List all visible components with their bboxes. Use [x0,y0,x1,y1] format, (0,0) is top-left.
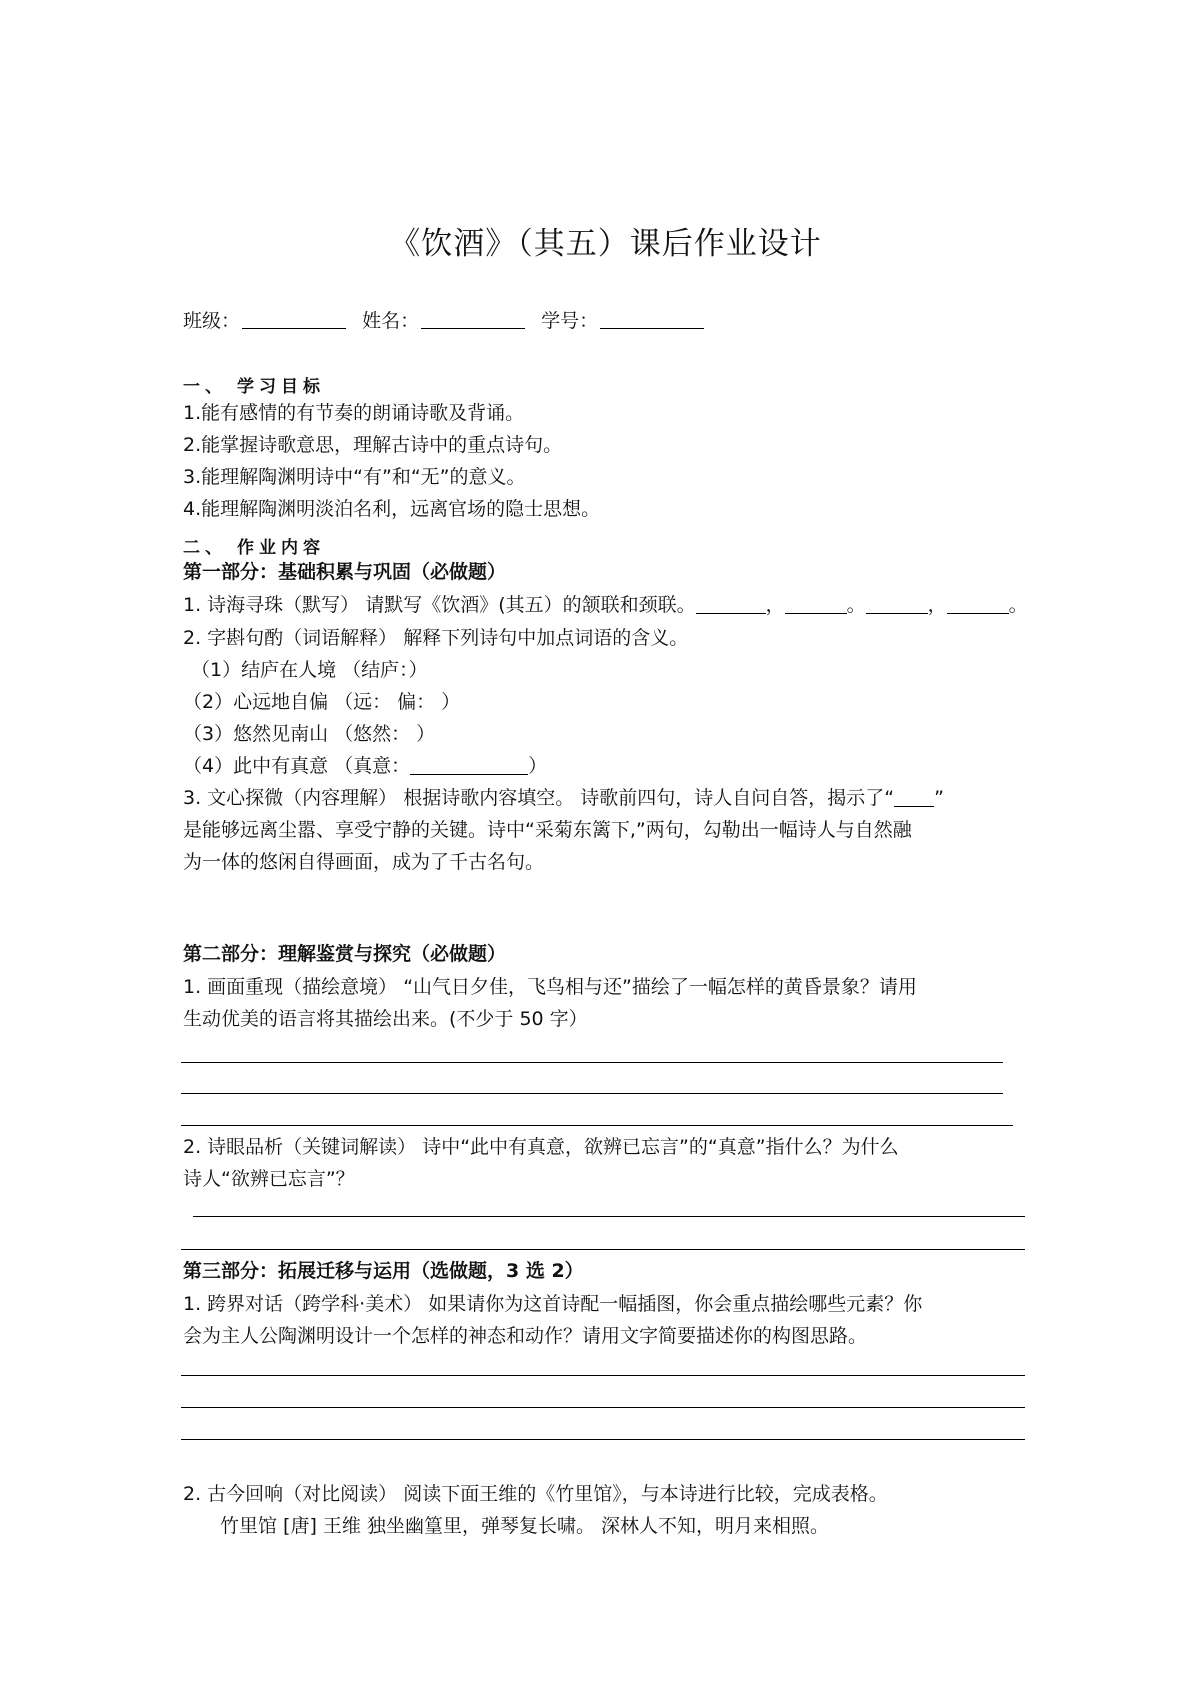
answer-line[interactable] [181,1407,1025,1408]
objective-item: 3.能理解陶渊明诗中“有”和“无”的意义。 [183,466,526,488]
section-1-title: 学习目标 [237,377,325,397]
part-1-question-2: 2. 字斟句酌（词语解释） 解释下列诗句中加点词语的含义。 [183,627,689,649]
class-blank[interactable] [242,310,346,329]
part-3-question-1-line-1: 1. 跨界对话（跨学科·美术） 如果请你为这首诗配一幅插图，你会重点描绘哪些元素？你 [183,1293,923,1315]
vocab-item: （1）结庐在人境 （结庐：） [191,659,428,681]
objective-item: 2.能掌握诗歌意思，理解古诗中的重点诗句。 [183,434,563,456]
answer-blank[interactable] [696,593,766,614]
part-3-heading: 第三部分：拓展迁移与运用（选做题，3 选 2） [183,1260,584,1282]
part-3-question-1-line-2: 会为主人公陶渊明设计一个怎样的神态和动作？请用文字简要描述你的构图思路。 [183,1325,868,1347]
vocab-item: （3）悠然见南山 （悠然： ） [183,723,436,745]
answer-blank[interactable] [410,754,528,775]
answer-line[interactable] [181,1249,1025,1250]
vocab-item: （2）心远地自偏 （远： 偏： ） [183,691,461,713]
vocab-item-4 [183,750,547,782]
part-1-heading: 第一部分：基础积累与巩固（必做题） [183,561,507,583]
answer-blank[interactable] [894,786,934,807]
part-1-question-1 [183,589,1028,621]
answer-blank[interactable] [947,593,1009,614]
part-2-question-1-line-2: 生动优美的语言将其描绘出来。(不少于 50 字） [183,1008,588,1030]
part-2-question-1-line-1: 1. 画面重现（描绘意境） “山气日夕佳，飞鸟相与还”描绘了一幅怎样的黄昏景象？请用 [183,976,917,998]
part-1-question-3-line-1 [183,782,944,814]
answer-line[interactable] [181,1439,1025,1440]
objective-item: 1.能有感情的有节奏的朗诵诗歌及背诵。 [183,402,525,424]
part-1-question-3-line-3: 为一体的悠闲自得画面，成为了千古名句。 [183,851,545,873]
worksheet-page [183,0,1028,1697]
question-text: 3. 文心探微（内容理解） 根据诗歌内容填空。 诗歌前四句，诗人自问自答，揭示了“ [183,787,895,809]
answer-line[interactable] [181,1125,1013,1126]
name-label: 姓名： [362,310,420,332]
poem-text: 竹里馆 [唐] 王维 独坐幽篁里，弹琴复长啸。 深林人不知，明月来相照。 [220,1515,829,1537]
punctuation: ” [934,787,944,809]
id-blank[interactable] [600,310,704,329]
answer-line[interactable] [181,1375,1025,1376]
answer-line[interactable] [193,1216,1025,1217]
answer-line[interactable] [181,1093,1003,1094]
section-2-title: 作业内容 [237,538,325,558]
section-2-number: 二、 [183,538,227,558]
part-2-question-2-line-1: 2. 诗眼品析（关键词解读） 诗中“此中有真意，欲辨已忘言”的“真意”指什么？为什么 [183,1136,899,1158]
punctuation: ， [927,594,947,616]
part-2-heading: 第二部分：理解鉴赏与探究（必做题） [183,943,507,965]
student-info-row [183,306,714,333]
name-blank[interactable] [421,310,525,329]
answer-blank[interactable] [785,593,847,614]
answer-line[interactable] [181,1062,1003,1063]
punctuation: ， [765,594,785,616]
punctuation: 。 [1008,594,1028,616]
class-label: 班级： [183,310,241,332]
vocab-item: （4）此中有真意 （真意： [183,755,411,777]
page-title: 《饮酒》（其五）课后作业设计 [389,226,822,262]
section-1-heading [183,372,325,397]
question-text: 1. 诗海寻珠（默写） 请默写《饮酒》(其五）的颔联和颈联。 [183,594,696,616]
id-label: 学号： [541,310,599,332]
objective-item: 4.能理解陶渊明淡泊名利，远离官场的隐士思想。 [183,498,601,520]
punctuation: 。 [846,594,866,616]
section-2-heading [183,533,325,558]
section-1-number: 一、 [183,377,227,397]
punctuation: ） [528,755,548,777]
answer-blank[interactable] [866,593,928,614]
part-1-question-3-line-2: 是能够远离尘嚣、享受宁静的关键。诗中“采菊东篱下,”两句，勾勒出一幅诗人与自然融 [183,819,912,841]
part-2-question-2-line-2: 诗人“欲辨已忘言”？ [183,1168,355,1190]
part-3-question-2-line-1: 2. 古今回响（对比阅读） 阅读下面王维的《竹里馆》，与本诗进行比较，完成表格。 [183,1483,888,1505]
